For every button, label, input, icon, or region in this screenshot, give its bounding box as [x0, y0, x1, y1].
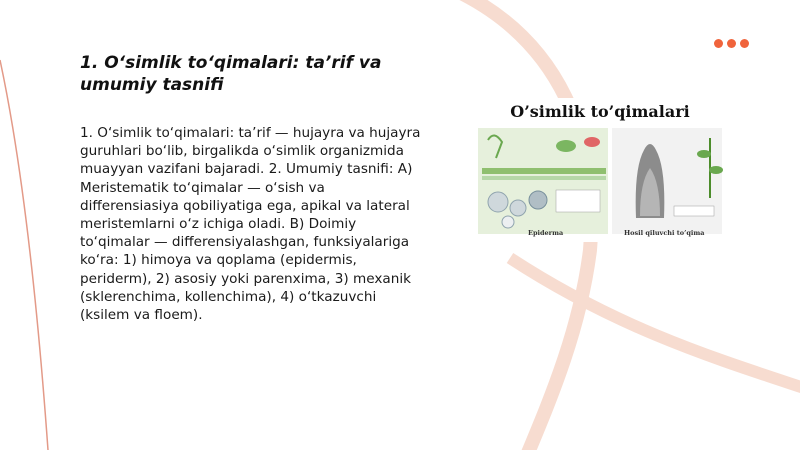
dot: [727, 39, 736, 48]
figure-caption-hosil: Hosil qiluvchi to’qima: [624, 229, 705, 237]
figure-illustration: [474, 98, 726, 242]
label-box: [674, 206, 714, 216]
meristem-panel: [612, 128, 722, 234]
menu-dots: [714, 39, 749, 48]
label-box: [556, 190, 600, 212]
cell-circle: [510, 200, 526, 216]
flower-icon: [584, 137, 600, 147]
left-thin-arc: [0, 60, 48, 450]
figure-caption-epiderma: Epiderma: [528, 229, 564, 237]
figure-title: O’simlik to’qimalari: [510, 102, 690, 121]
plant-leaf: [697, 150, 711, 158]
plant-leaf: [709, 166, 723, 174]
slide-body-text: 1. O‘simlik to‘qimalari: ta’rif — hujayra va hujayra guruhlari bo‘lib, birgalikda o‘simlik organizmida muayyan vazifani bajaradi. 2. Umumiy tasnifi: A) Meristematik to‘qimalar — o‘sish va differensiasiya qobiliyatiga ega, apikal va lateral meristemlarni o‘z ichiga oladi. B) Doimiy to‘qimalar — differensiyalashgan, funksiyalariga ko‘ra: 1) himoya va qoplama (epidermis, periderm), 2) asosiy yoki parenxima, 3) mexanik (sklerenchima, kollenchima), 4) o‘tkazuvchi (ksilem va floem).: [80, 125, 421, 324]
epidermis-layer: [482, 168, 606, 174]
slide-title: 1. O‘simlik to‘qimalari: ta’rif va umumiy tasnifi: [80, 53, 382, 95]
cell-circle: [502, 216, 514, 228]
cell-layer: [482, 176, 606, 180]
leaf-icon: [556, 140, 576, 152]
dot: [740, 39, 749, 48]
dot: [714, 39, 723, 48]
cell-circle: [488, 192, 508, 212]
cell-circle: [529, 191, 547, 209]
plant-tissues-figure: [474, 98, 726, 242]
